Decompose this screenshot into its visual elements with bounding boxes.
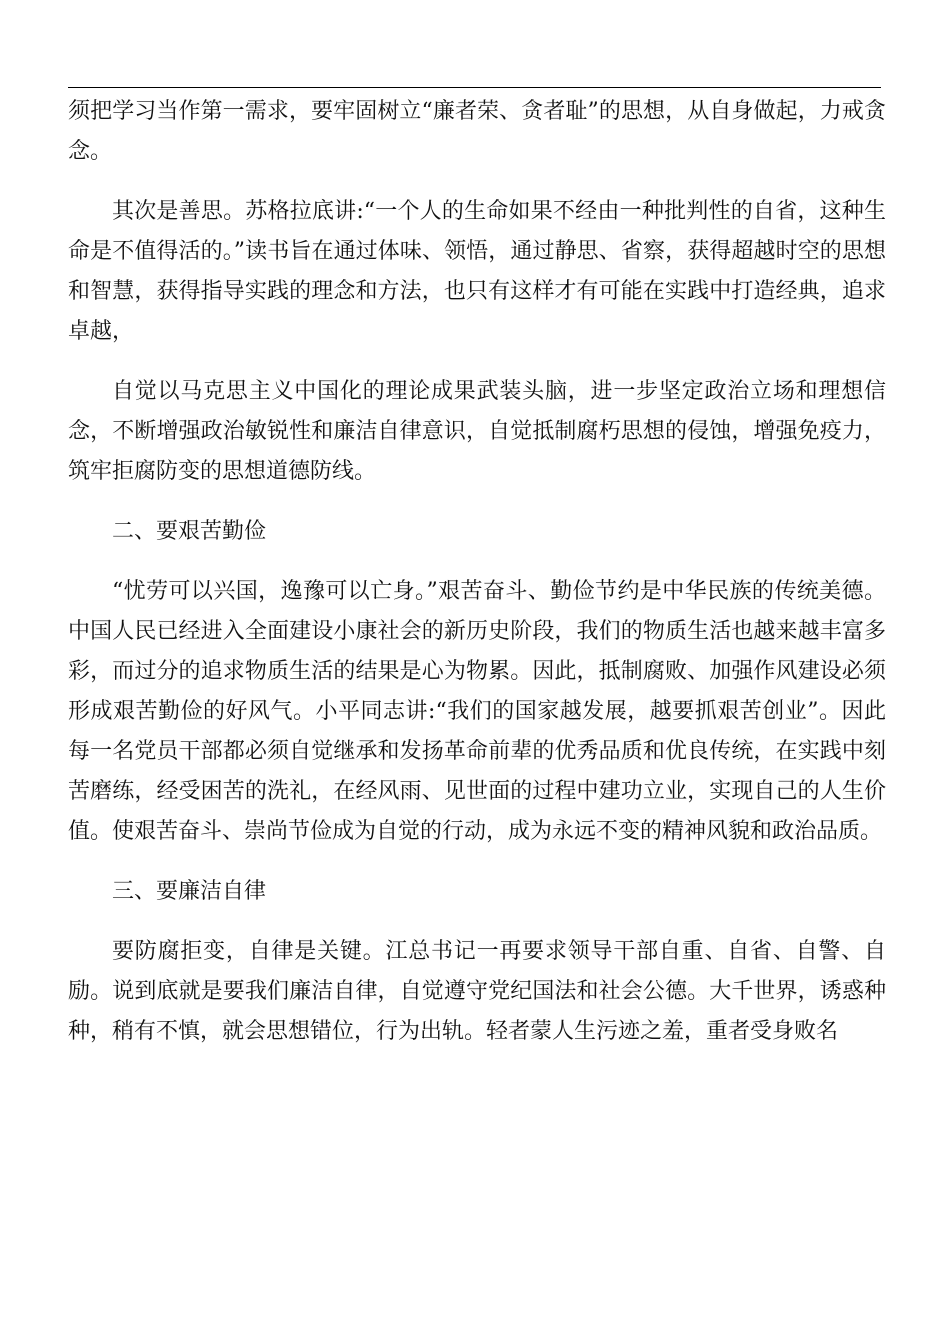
section-heading-integrity: 三、要廉洁自律 xyxy=(112,879,267,904)
paragraph-theory: 自觉以马克思主义中国化的理论成果武装头脑，进一步坚定政治立场和理想信念，不断增强政治敏锐性和廉洁自律意识，自觉抵制腐朽思想的侵蚀，增强免疫力，筑牢拒腐防变的思想道德防线。 xyxy=(68,379,886,484)
section-heading-frugality: 二、要艰苦勤俭 xyxy=(112,519,267,544)
paragraph-continuation: 须把学习当作第一需求，要牢固树立“廉者荣、贪者耻”的思想，从自身做起，力戒贪念。 xyxy=(68,99,886,164)
header-rule xyxy=(68,87,881,88)
paragraph-frugality: “忧劳可以兴国，逸豫可以亡身。”艰苦奋斗、勤俭节约是中华民族的传统美德。中国人民已经进入全面建设小康社会的新历史阶段，我们的物质生活也越来越丰富多彩，而过分的追求物质生活的结果是心为物累。因此，抵制腐败、加强作风建设必须形成艰苦勤俭的好风气。小平同志讲:“我们的国家越发展，越要抓艰苦创业”。因此每一名党员干部都必须自觉继承和发扬革命前辈的优秀品质和优良传统，在实践中刻苦磨练，经受困苦的洗礼，在经风雨、见世面的过程中建功立业，实现自己的人生价值。使艰苦奋斗、崇尚节俭成为自觉的行动，成为永远不变的精神风貌和政治品质。 xyxy=(68,579,886,844)
paragraph-integrity: 要防腐拒变，自律是关键。江总书记一再要求领导干部自重、自省、自警、自励。说到底就是要我们廉洁自律，自觉遵守党纪国法和社会公德。大千世界，诱惑种种，稍有不慎，就会思想错位，行为出轨。轻者蒙人生污迹之羞，重者受身败名 xyxy=(68,939,886,1044)
paragraph-socrates: 其次是善思。苏格拉底讲:“一个人的生命如果不经由一种批判性的自省，这种生命是不值得活的。”读书旨在通过体味、领悟，通过静思、省察，获得超越时空的思想和智慧，获得指导实践的理念和方法，也只有这样才有可能在实践中打造经典，追求卓越， xyxy=(68,199,886,344)
document-body xyxy=(68,92,886,1072)
